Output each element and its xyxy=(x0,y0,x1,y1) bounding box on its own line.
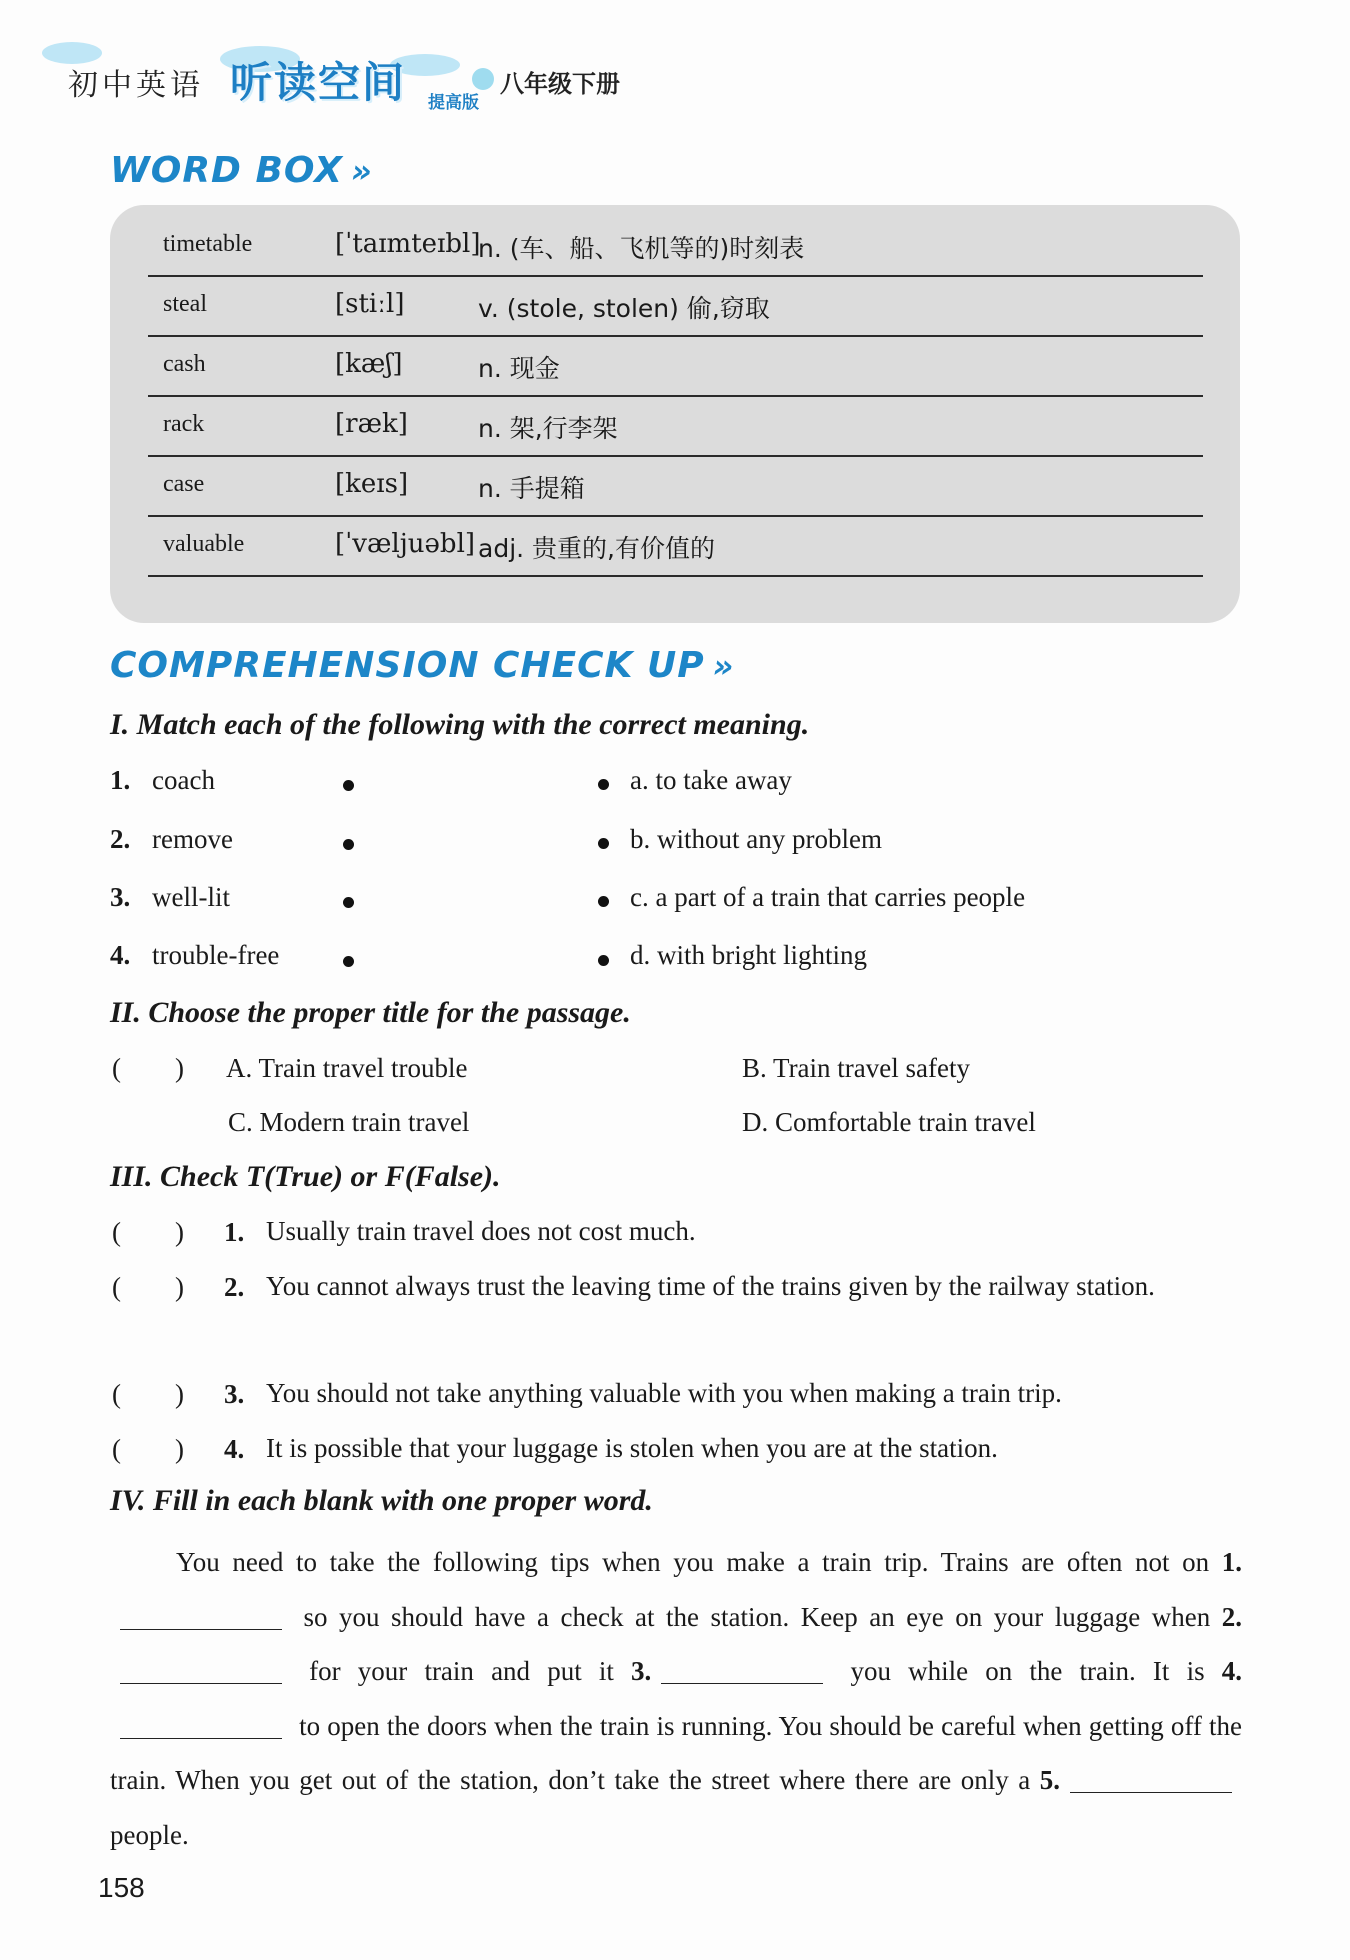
word-entry xyxy=(148,515,1203,577)
word-box-title xyxy=(110,150,373,191)
match-meaning: d. with bright lighting xyxy=(630,940,868,970)
part1-heading: I. Match each of the following with the correct meaning. xyxy=(110,708,810,741)
blank-number: 4. xyxy=(1221,1656,1242,1687)
blank-field[interactable] xyxy=(120,1603,282,1630)
answer-bracket[interactable]: ( ) xyxy=(112,1272,184,1302)
grade-label: 八年级下册 xyxy=(500,70,620,98)
blank-field[interactable] xyxy=(120,1657,282,1684)
word-entry xyxy=(148,275,1203,337)
match-meaning: a. to take away xyxy=(630,765,792,795)
match-meaning: c. a part of a train that carries people xyxy=(630,882,1026,912)
option-b: B. Train travel safety xyxy=(742,1053,970,1083)
match-number: 1. xyxy=(110,765,131,795)
series-name: 初中英语 xyxy=(68,68,204,103)
vocab-word: timetable xyxy=(163,231,253,257)
word-entry xyxy=(148,335,1203,397)
word-box-title-text: WORD BOX xyxy=(110,150,343,191)
tf-number: 1. xyxy=(224,1217,245,1247)
vocab-phonetic: [ˈtaɪmteɪbl] xyxy=(335,229,481,259)
answer-bracket[interactable]: ( ) xyxy=(112,1434,184,1464)
vocab-word: steal xyxy=(163,291,207,317)
tf-number: 4. xyxy=(224,1434,245,1464)
word-entry xyxy=(148,455,1203,517)
vocab-phonetic: [ˈvæljuəbl] xyxy=(335,529,476,559)
match-word: coach xyxy=(152,765,215,795)
tf-number: 3. xyxy=(224,1379,245,1409)
double-chevron-icon: » xyxy=(350,152,373,190)
match-word: remove xyxy=(152,824,233,854)
vocab-word: case xyxy=(163,471,205,497)
fill-in-passage xyxy=(110,1535,1242,1863)
match-dot-right[interactable] xyxy=(598,955,609,966)
option-a: A. Train travel trouble xyxy=(226,1053,468,1083)
vocab-meaning: n. 架,行李架 xyxy=(478,414,618,443)
blank-field[interactable] xyxy=(120,1712,282,1739)
match-dot-left[interactable] xyxy=(343,956,354,967)
match-number: 2. xyxy=(110,824,131,854)
comprehension-title-text: COMPREHENSION CHECK UP xyxy=(110,645,705,686)
edition-label: 提高版 xyxy=(428,93,479,113)
blank-number: 1. xyxy=(1221,1547,1243,1577)
circle-icon xyxy=(472,68,494,90)
tf-statement: It is possible that your luggage is stolen when you are at the station. xyxy=(266,1433,998,1463)
brand-logo: 听读空间 xyxy=(230,58,407,107)
match-number: 4. xyxy=(110,940,131,970)
blank-number: 5. xyxy=(1039,1765,1061,1796)
vocab-word: valuable xyxy=(163,531,245,557)
match-dot-right[interactable] xyxy=(598,896,609,907)
answer-bracket[interactable]: ( ) xyxy=(112,1217,184,1247)
vocab-phonetic: [ræk] xyxy=(335,409,408,439)
page-header xyxy=(60,48,760,118)
passage-text: You need to take the following tips when you make a train trip. Trains are often not on xyxy=(176,1547,1210,1577)
match-dot-left[interactable] xyxy=(343,839,354,850)
tf-statement: You should not take anything valuable with you when making a train trip. xyxy=(266,1378,1062,1408)
word-box xyxy=(110,205,1240,623)
passage-text: you while on the train. It is xyxy=(850,1656,1205,1687)
tf-statement: Usually train travel does not cost much. xyxy=(266,1216,696,1246)
blank-field[interactable] xyxy=(1070,1766,1232,1793)
vocab-meaning: v. (stole, stolen) 偷,窃取 xyxy=(478,294,770,323)
word-entry xyxy=(148,215,1203,277)
passage-text: to open the doors when the train is running. You should be careful when getting off the train. When you get out of the station, don’t take the street where there are only a xyxy=(110,1710,1243,1796)
match-number: 3. xyxy=(110,882,131,912)
word-entry xyxy=(148,395,1203,457)
double-chevron-icon: » xyxy=(712,647,735,685)
vocab-meaning: n. (车、船、飞机等的)时刻表 xyxy=(478,234,805,263)
passage-text: people. xyxy=(110,1819,189,1850)
part4-heading: IV. Fill in each blank with one proper word. xyxy=(110,1484,653,1517)
tf-number: 2. xyxy=(224,1272,245,1302)
option-c: C. Modern train travel xyxy=(228,1107,470,1137)
answer-bracket[interactable]: ( ) xyxy=(112,1379,184,1409)
match-word: well-lit xyxy=(152,882,230,912)
passage-text: so you should have a check at the station. Keep an eye on your luggage when xyxy=(303,1601,1211,1632)
match-dot-left[interactable] xyxy=(343,780,354,791)
match-meaning: b. without any problem xyxy=(630,824,882,854)
vocab-meaning: adj. 贵重的,有价值的 xyxy=(478,534,715,563)
blank-number: 3. xyxy=(631,1656,652,1687)
page-number: 158 xyxy=(98,1872,145,1903)
vocab-meaning: n. 手提箱 xyxy=(478,474,585,503)
answer-bracket[interactable]: ( ) xyxy=(112,1053,184,1083)
vocab-phonetic: [kæʃ] xyxy=(335,349,403,379)
passage-text: for your train and put it xyxy=(309,1656,614,1687)
blank-number: 2. xyxy=(1221,1601,1242,1632)
match-word: trouble-free xyxy=(152,940,280,970)
match-dot-right[interactable] xyxy=(598,779,609,790)
tf-statement: You cannot always trust the leaving time of the trains given by the railway station. xyxy=(266,1271,1155,1301)
vocab-word: cash xyxy=(163,351,206,377)
match-dot-left[interactable] xyxy=(343,897,354,908)
vocab-word: rack xyxy=(163,411,205,437)
blank-field[interactable] xyxy=(661,1657,823,1684)
part2-heading: II. Choose the proper title for the passage. xyxy=(110,996,631,1029)
vocab-meaning: n. 现金 xyxy=(478,354,560,383)
vocab-phonetic: [stiːl] xyxy=(335,289,405,319)
vocab-phonetic: [keɪs] xyxy=(335,469,409,499)
option-d: D. Comfortable train travel xyxy=(742,1107,1036,1137)
match-dot-right[interactable] xyxy=(598,838,609,849)
part3-heading: III. Check T(True) or F(False). xyxy=(110,1160,501,1193)
comprehension-title xyxy=(110,645,734,686)
